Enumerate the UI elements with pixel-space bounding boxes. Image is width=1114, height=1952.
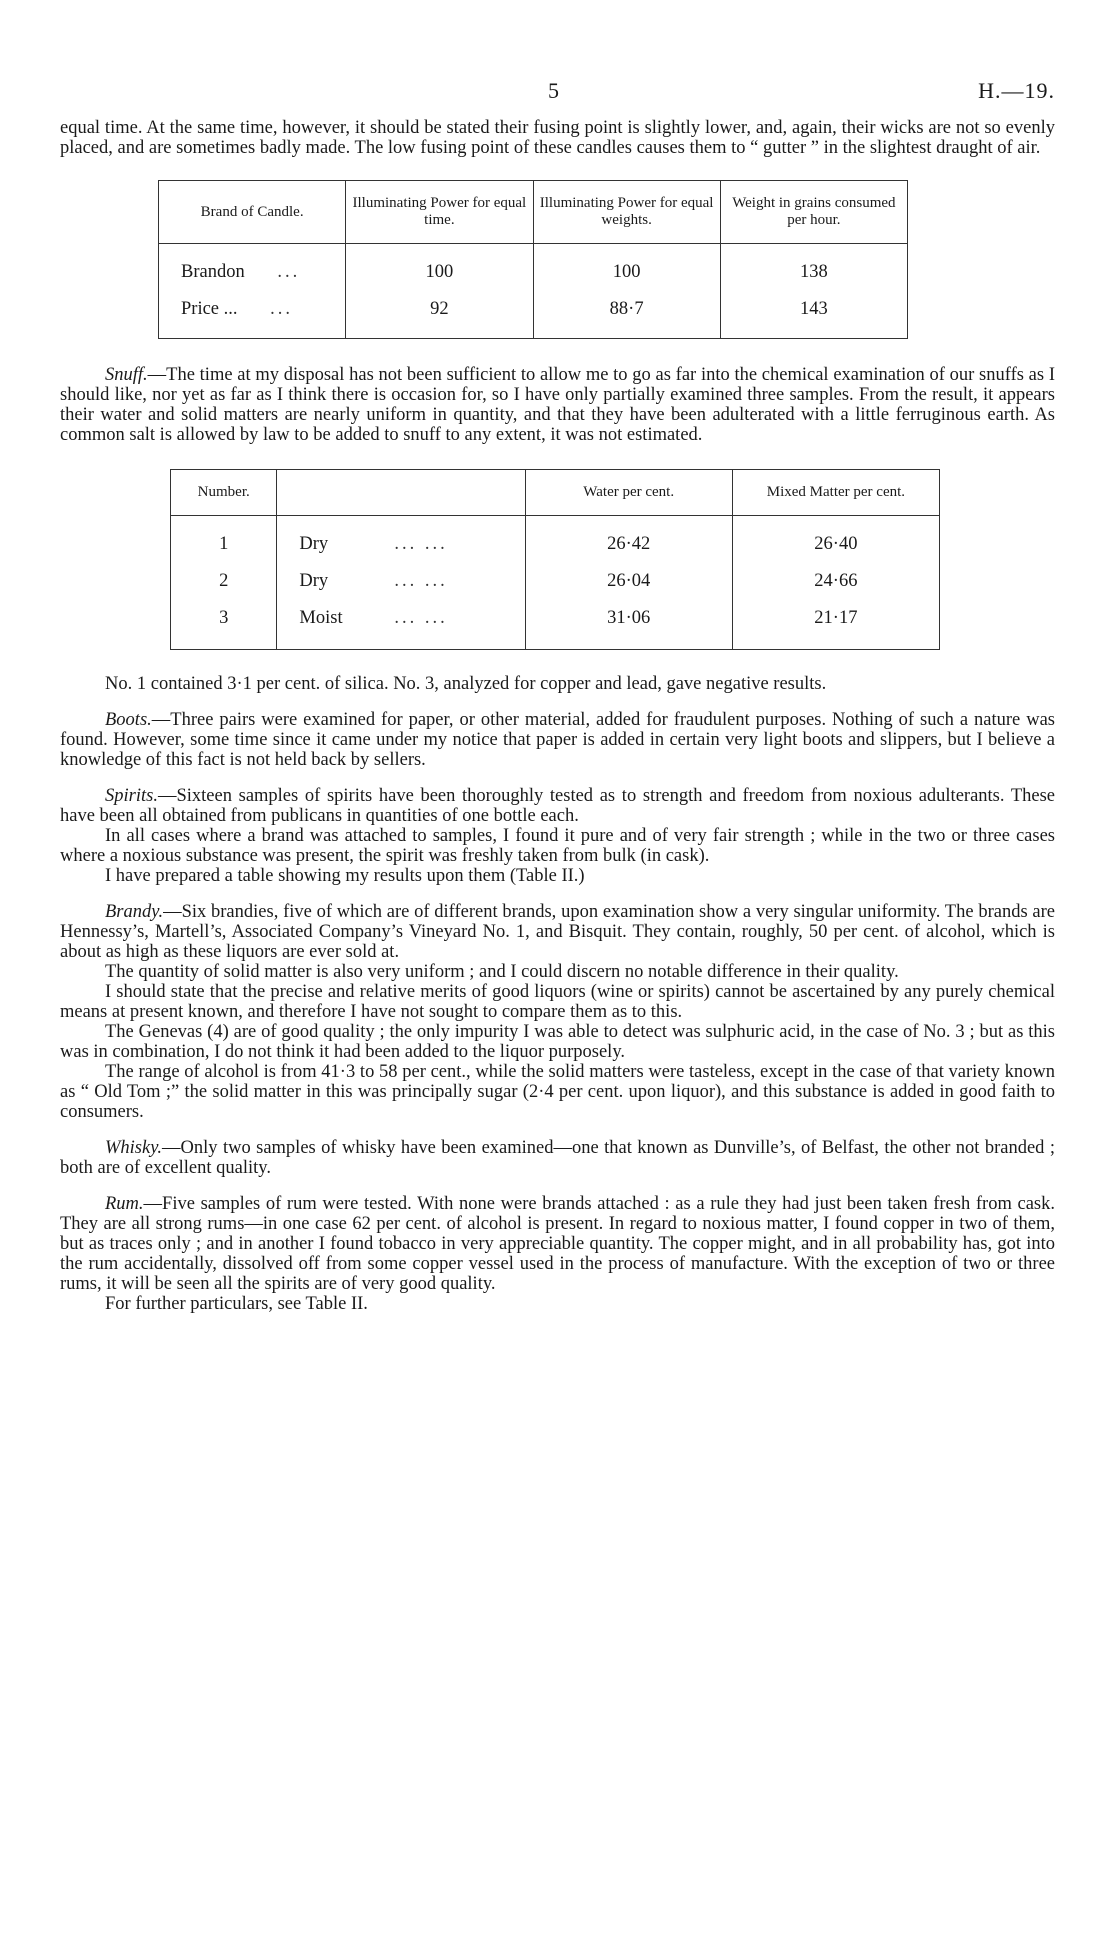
column-header-weights: Illuminating Power for equal weights. — [533, 181, 720, 244]
brand-cell: Price ... ... — [181, 299, 294, 319]
sample-cell: Moist ... ... — [277, 600, 525, 650]
water-cell: 26·42 — [525, 516, 732, 564]
spirits-paragraph: Spirits.—Sixteen samples of spirits have been thoroughly tested as to strength and freedom from noxious adulterants. These have been all obtained from publicans in quantities of one bottle each. — [60, 786, 1055, 826]
section-heading: Snuff. — [105, 365, 148, 385]
number-cell: 3 — [219, 608, 229, 628]
intro-paragraph: equal time. At the same time, however, it should be stated their fusing point is slightly lower, and, again, their wicks are not so evenly placed, and are sometimes badly made. The low fusing point of these candles causes them to “ gutter ” in the slightest draught of air. — [60, 118, 1055, 158]
mixed-cell: 26·40 — [732, 516, 939, 564]
spirits-paragraph-3: I have prepared a table showing my results upon them (Table II.) — [105, 866, 585, 886]
rum-paragraph-2: For further particulars, see Table II. — [105, 1294, 368, 1314]
body-text — [60, 118, 1055, 1314]
table-row — [171, 516, 940, 564]
brand-cell: Brandon ... — [181, 262, 301, 282]
page-number: 5 — [548, 78, 559, 103]
boots-paragraph: Boots.—Three pairs were examined for paper, or other material, added for fraudulent purposes. Nothing of such a nature was found. However, some time since it came under my notice that paper is added in certain very light boots and slippers, but I believe a knowledge of this fact is not held back by sellers. — [60, 710, 1055, 770]
table-row — [171, 563, 940, 600]
column-header-time: Illuminating Power for equal time. — [346, 181, 533, 244]
section-heading: Boots. — [105, 710, 152, 730]
time-cell: 92 — [346, 291, 533, 339]
number-cell: 1 — [219, 534, 229, 554]
column-header-brand: Brand of Candle. — [159, 181, 346, 244]
table-row — [171, 600, 940, 650]
brandy-paragraph-4: The Genevas (4) are of good quality ; the only impurity I was able to detect was sulphuric acid, in the case of No. 3 ; but as this was in combination, I do not think it had been added to the liquor purposely. — [60, 1022, 1055, 1062]
column-header-mixed: Mixed Matter per cent. — [732, 470, 939, 516]
brandy-paragraph-3: I should state that the precise and relative merits of good liquors (wine or spirits) cannot be ascertained by any purely chemical means at present known, and therefore I have not sought to compare them as to this. — [60, 982, 1055, 1022]
grains-cell: 143 — [720, 291, 907, 339]
sample-cell: Dry ... ... — [277, 563, 525, 600]
water-cell: 26·04 — [525, 563, 732, 600]
grains-cell: 138 — [720, 244, 907, 292]
table-row — [159, 291, 908, 339]
time-cell: 100 — [346, 244, 533, 292]
section-heading: Rum. — [105, 1194, 144, 1214]
snuff-paragraph: Snuff.—The time at my disposal has not been sufficient to allow me to go as far into the chemical examination of our snuffs as I should like, nor yet as far as I think there is occasion for, so I have only partially examined three samples. From the result, it appears their water and solid matters are nearly uniform in quantity, and that they have been adulterated with a little ferruginous earth. As common salt is allowed by law to be added to snuff to any extent, it was not estimated. — [60, 365, 1055, 445]
candle-table-header — [159, 181, 908, 244]
snuff-table — [170, 469, 940, 650]
brandy-paragraph-2: The quantity of solid matter is also very uniform ; and I could discern no notable difference in their quality. — [105, 962, 899, 982]
page-header — [60, 78, 1055, 108]
whisky-paragraph: Whisky.—Only two samples of whisky have been examined—one that known as Dunville’s, of Belfast, the other not branded ; both are of excellent quality. — [60, 1138, 1055, 1178]
silica-note: No. 1 contained 3·1 per cent. of silica. No. 3, analyzed for copper and lead, gave negative results. — [105, 674, 827, 694]
weights-cell: 88·7 — [533, 291, 720, 339]
document-reference: H.—19. — [978, 78, 1055, 103]
snuff-table-header — [171, 470, 940, 516]
column-header-grains: Weight in grains consumed per hour. — [720, 181, 907, 244]
column-header-sample — [277, 470, 525, 516]
mixed-cell: 21·17 — [732, 600, 939, 650]
brandy-paragraph: Brandy.—Six brandies, five of which are of different brands, upon examination show a very singular uniformity. The brands are Hennessy’s, Martell’s, Associated Company’s Vineyard No. 1, and Bisquit. They contain, roughly, 50 per cent. of alcohol, which is about as high as these liquors are ever sold at. — [60, 902, 1055, 962]
weights-cell: 100 — [533, 244, 720, 292]
number-cell: 2 — [219, 571, 229, 591]
brandy-paragraph-5: The range of alcohol is from 41·3 to 58 per cent., while the solid matters were tasteless, except in the case of that variety known as “ Old Tom ;” the solid matter in this was principally sugar (2·4 per cent. upon liquor), and this substance is added in good faith to consumers. — [60, 1062, 1055, 1122]
spirits-paragraph-2: In all cases where a brand was attached to samples, I found it pure and of very fair strength ; while in the two or three cases where a noxious substance was present, the spirit was freshly taken from bulk (in cask). — [60, 826, 1055, 866]
section-heading: Brandy. — [105, 902, 164, 922]
rum-paragraph: Rum.—Five samples of rum were tested. With none were brands attached : as a rule they had just been taken fresh from cask. They are all strong rums—in one case 62 per cent. of alcohol is present. In regard to noxious matter, I found copper in two of them, but as traces only ; and in another I found tobacco in very appreciable quantity. The copper might, and in all probability has, got into the rum accidentally, dissolved off from some copper vessel used in the process of manufacture. With the exception of two or three rums, it will be seen all the spirits are of very good quality. — [60, 1194, 1055, 1294]
column-header-number: Number. — [171, 470, 277, 516]
column-header-water: Water per cent. — [525, 470, 732, 516]
table-row — [159, 244, 908, 292]
section-heading: Spirits. — [105, 786, 158, 806]
water-cell: 31·06 — [525, 600, 732, 650]
mixed-cell: 24·66 — [732, 563, 939, 600]
candle-table — [158, 180, 908, 339]
section-heading: Whisky. — [105, 1138, 163, 1158]
sample-cell: Dry ... ... — [277, 516, 525, 564]
